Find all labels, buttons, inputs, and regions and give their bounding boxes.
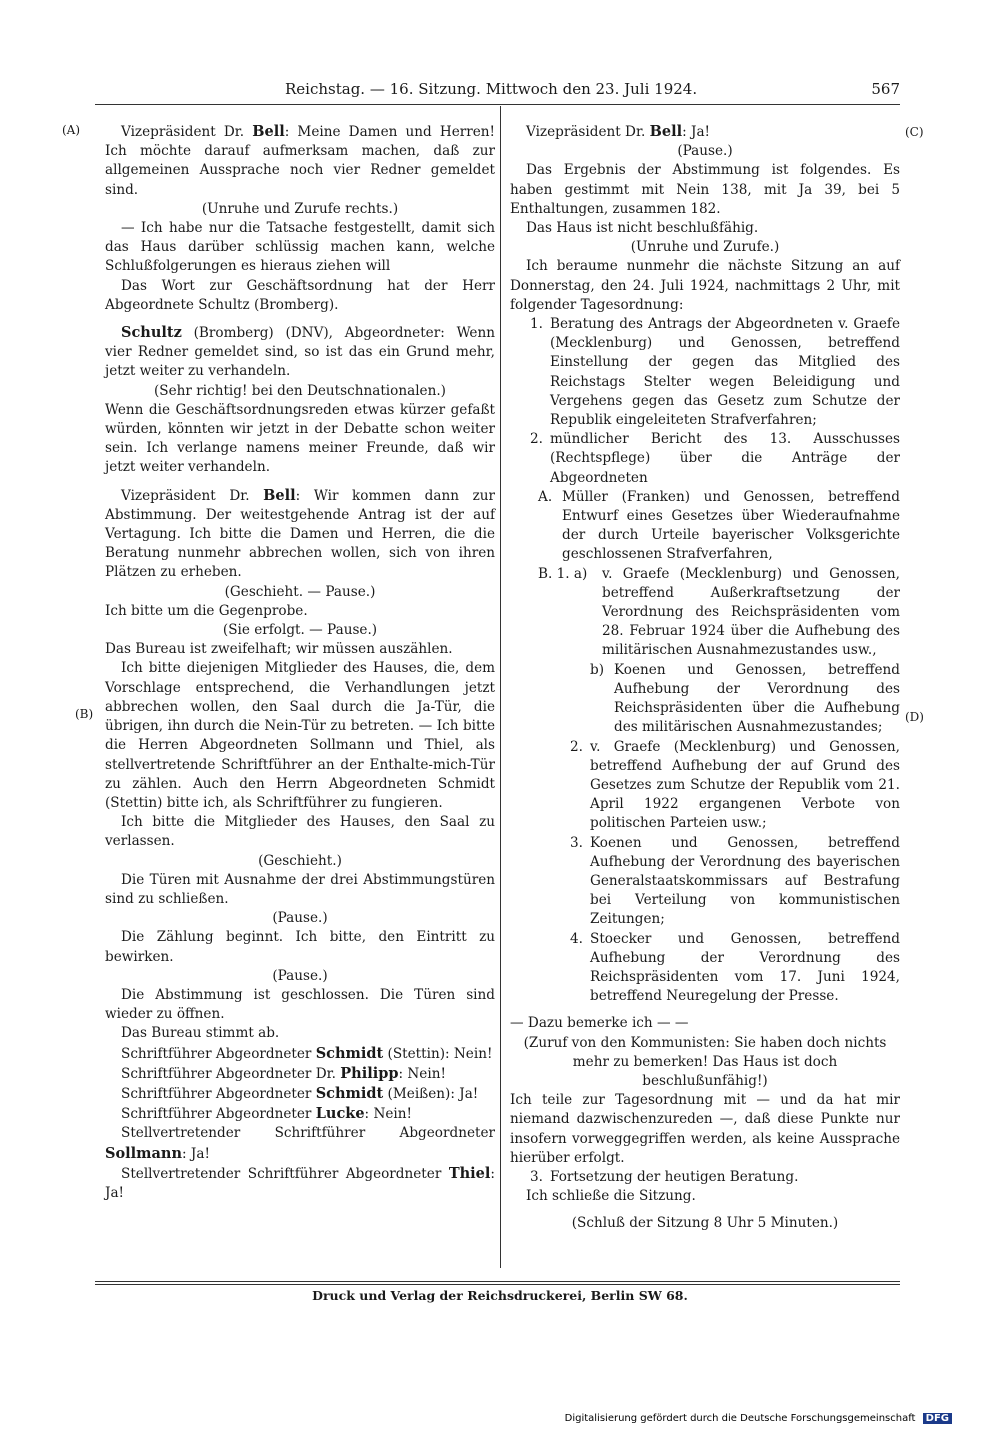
item-text: Koenen und Genossen, betreffend Aufhebung der Verordnung des Reichspräsidenten über die Aufhebung des militärischen Ausnahmezustandes;	[614, 661, 900, 736]
footer-rule	[95, 1281, 900, 1282]
item-number: 2.	[530, 431, 543, 448]
agenda-sublist	[590, 661, 900, 738]
footer-rule	[95, 1284, 900, 1285]
item-text: Müller (Franken) und Genossen, betreffend Entwurf eines Gesetzes über Wiederaufnahme der durch Urteile bayerischer Volksgerichte geschlossenen Strafverfahren,	[562, 488, 900, 563]
stage-direction: (Sehr richtig! bei den Deutschnationalen.)	[154, 382, 446, 399]
paragraph: Vizepräsident Dr. Bell: Ja!	[526, 123, 711, 140]
speaker-name: Thiel	[448, 1164, 491, 1182]
header-title: Reichstag. — 16. Sitzung. Mittwoch den 23. Juli 1924.	[285, 80, 698, 98]
item-number: b)	[590, 661, 605, 678]
margin-marker-c: (C)	[905, 125, 924, 139]
paragraph: Ich teile zur Tagesordnung mit — und da hat mir niemand dazwischenzureden —, daß diese Punkte nur insofern vorweggegriffen werden, als keine Aussprache hierüber erfolgt.	[510, 1092, 900, 1166]
stage-direction: (Pause.)	[272, 910, 328, 927]
speaker-name: Sollmann	[105, 1144, 182, 1162]
agenda-list	[530, 315, 900, 488]
paragraph: Ich bitte die Mitglieder des Hauses, den Saal zu verlassen.	[105, 814, 495, 850]
item-number: B. 1. a)	[538, 565, 588, 582]
speaker-name: Bell	[252, 123, 285, 140]
paragraph: Das Ergebnis der Abstimmung ist folgendes. Es haben gestimmt mit Nein 138, mit Ja 39, bei 5 Enthaltungen, zusammen 182.	[510, 162, 900, 217]
paragraph: Ich schließe die Sitzung.	[526, 1188, 696, 1205]
paragraph: Ich bitte um die Gegenprobe.	[105, 602, 308, 619]
item-number: 2.	[570, 738, 583, 755]
item-text: mündlicher Bericht des 13. Ausschusses (Rechtspflege) über die Anträge der Abgeordneten	[550, 431, 900, 486]
item-number: 3.	[570, 834, 583, 851]
margin-marker-d: (D)	[905, 710, 924, 724]
stage-direction: (Pause.)	[272, 967, 328, 984]
paragraph: Ich beraume nunmehr die nächste Sitzung an auf Donnerstag, den 24. Juli 1924, nachmittags 2 Uhr, mit folgender Tagesordnung:	[510, 258, 900, 313]
agenda-subitem	[538, 565, 900, 661]
header-rule	[95, 104, 900, 105]
paragraph: Das Bureau ist zweifelhaft; wir müssen auszählen.	[105, 641, 453, 658]
item-number: 1.	[530, 316, 543, 333]
item-number: 3.	[530, 1168, 543, 1185]
agenda-subitem	[590, 661, 900, 738]
paragraph: — Dazu bemerke ich — —	[510, 1015, 689, 1032]
agenda-list	[530, 1168, 900, 1187]
margin-marker-b: (B)	[75, 707, 94, 721]
stage-direction: (Pause.)	[677, 143, 733, 160]
speaker-name: Schmidt	[315, 1044, 384, 1062]
paragraph: Schultz (Bromberg) (DNV), Abgeordneter: Wenn vier Redner gemeldet sind, so ist das ein Grund mehr, jetzt weiter zu verhandeln.	[105, 324, 495, 380]
running-header	[95, 80, 900, 104]
paragraph: Vizepräsident Dr. Bell: Meine Damen und Herren! Ich möchte darauf aufmerksam machen, daß zur allgemeinen Aussprache noch vier Redner gemeldet sind.	[105, 123, 495, 198]
item-text: Beratung des Antrags der Abgeordneten v. Graefe (Mecklenburg) und Genossen, betreffend Einstellung der gegen das Mitglied des Reichstags Stelter wegen Beleidigung und Vergehens gegen das Gesetz zum Schutze der Republik eingeleiteten Strafverfahren;	[550, 316, 900, 429]
stage-direction: (Zuruf von den Kommunisten: Sie haben doch nichts mehr zu bemerken! Das Haus ist doch beschlußunfähig!)	[523, 1034, 887, 1089]
item-text: v. Graefe (Mecklenburg) und Genossen, betreffend Aufhebung der auf Grund des Gesetzes zum Schutze der Republik vom 21. April 1922 ergangenen Verbote von politischen Parteien usw.;	[590, 738, 900, 832]
agenda-subitem	[570, 738, 900, 834]
agenda-item	[530, 315, 900, 430]
vote-line: Schriftführer Abgeordneter Dr. Philipp: Nein!	[121, 1064, 446, 1082]
stage-direction: (Geschieht. — Pause.)	[224, 583, 376, 600]
digitization-note	[565, 1413, 952, 1424]
paragraph: Die Abstimmung ist geschlossen. Die Türen sind wieder zu öffnen.	[105, 986, 495, 1023]
agenda-subitem	[570, 834, 900, 930]
paragraph: Das Wort zur Geschäftsordnung hat der Herr Abgeordnete Schultz (Bromberg).	[105, 277, 495, 313]
speaker-name: Lucke	[315, 1105, 365, 1123]
vote-line: Stellvertretender Schriftführer Abgeordneter Thiel: Ja!	[105, 1164, 495, 1201]
agenda-item	[530, 1168, 900, 1187]
paragraph: — Ich habe nur die Tatsache festgestellt, damit sich das Haus darüber schlüssig machen kann, welche Schlußfolgerungen es hieraus ziehen will	[105, 220, 495, 275]
digitization-text: Digitalisierung gefördert durch die Deutsche Forschungsgemeinschaft	[564, 1413, 916, 1424]
paragraph: Das Bureau stimmt ab.	[121, 1025, 280, 1042]
column-divider	[500, 106, 501, 1268]
paragraph: Die Zählung beginnt. Ich bitte, den Eintritt zu bewirken.	[105, 929, 495, 965]
left-column	[105, 122, 495, 1203]
agenda-item	[530, 430, 900, 488]
agenda-subitem	[538, 488, 900, 565]
paragraph: Die Türen mit Ausnahme der drei Abstimmungstüren sind zu schließen.	[105, 871, 495, 907]
printer-imprint: Druck und Verlag der Reichsdruckerei, Berlin SW 68.	[312, 1288, 688, 1303]
agenda-subitem	[570, 930, 900, 1007]
session-close: (Schluß der Sitzung 8 Uhr 5 Minuten.)	[571, 1215, 839, 1232]
stage-direction: (Unruhe und Zurufe.)	[630, 239, 780, 256]
stage-direction: (Unruhe und Zurufe rechts.)	[201, 200, 399, 217]
item-number: 4.	[570, 930, 583, 947]
agenda-sublist	[538, 488, 900, 661]
speaker-name: Philipp	[340, 1064, 399, 1082]
paragraph: Das Haus ist nicht beschlußfähig.	[526, 220, 759, 237]
page-number: 567	[871, 80, 900, 98]
item-number: A.	[538, 488, 553, 505]
paragraph: Wenn die Geschäftsordnungsreden etwas kürzer gefaßt würden, könnten wir jetzt in der Debatte schon weiter sein. Ich verlange namens meiner Freunde, daß wir jetzt weiter verhandeln.	[105, 401, 495, 476]
item-text: Fortsetzung der heutigen Beratung.	[550, 1168, 799, 1185]
speaker-name: Schultz	[121, 324, 182, 342]
stage-direction: (Sie erfolgt. — Pause.)	[222, 622, 378, 639]
speaker-name: Bell	[263, 486, 296, 504]
stage-direction: (Geschieht.)	[258, 852, 342, 869]
vote-line: Schriftführer Abgeordneter Schmidt (Meißen): Ja!	[121, 1084, 479, 1102]
vote-line: Stellvertretender Schriftführer Abgeordneter Sollmann: Ja!	[105, 1125, 495, 1162]
margin-marker-a: (A)	[62, 123, 81, 137]
item-text: v. Graefe (Mecklenburg) und Genossen, betreffend Außerkraftsetzung der Verordnung des Reichspräsidenten vom 28. Februar 1924 über die Aufhebung des militärischen Ausnahmezustandes usw.,	[602, 565, 900, 659]
speaker-name: Bell	[649, 123, 683, 140]
speaker-name: Schmidt	[315, 1084, 384, 1102]
vote-line: Schriftführer Abgeordneter Schmidt (Stettin): Nein!	[121, 1044, 493, 1062]
item-text: Koenen und Genossen, betreffend Aufhebung der Verordnung des bayerischen Generalstaatskommissars auf Bestrafung bei Verteilung von kommunistischen Zeitungen;	[590, 834, 900, 928]
vote-line: Schriftführer Abgeordneter Lucke: Nein!	[121, 1105, 412, 1123]
agenda-sublist	[570, 738, 900, 1007]
paragraph: Vizepräsident Dr. Bell: Wir kommen dann zur Abstimmung. Der weitestgehende Antrag ist der auf Vertagung. Ich bitte die Damen und Herren, die die Beratung nunmehr abbrechen wollen, sich von ihren Plätzen zu erheben.	[105, 486, 495, 581]
right-column	[510, 122, 900, 1234]
dfg-logo: DFG	[923, 1413, 952, 1424]
paragraph: Ich bitte diejenigen Mitglieder des Hauses, die, dem Vorschlage entsprechend, die Verhandlungen jetzt abbrechen wollen, den Saal durch die Ja-Tür, die übrigen, ihn durch die Nein-Tür zu betreten. — Ich bitte die Herren Abgeordneten Sollmann und Thiel, als stellvertretende Schriftführer an der Enthalte-mich-Tür zu zählen. Auch den Herrn Abgeordneten Schmidt (Stettin) bitte ich, als Schriftführer zu fungieren.	[105, 660, 495, 811]
item-text: Stoecker und Genossen, betreffend Aufhebung der Verordnung des Reichspräsidenten vom 17. Juni 1924, betreffend Neuregelung der Presse.	[590, 930, 900, 1005]
